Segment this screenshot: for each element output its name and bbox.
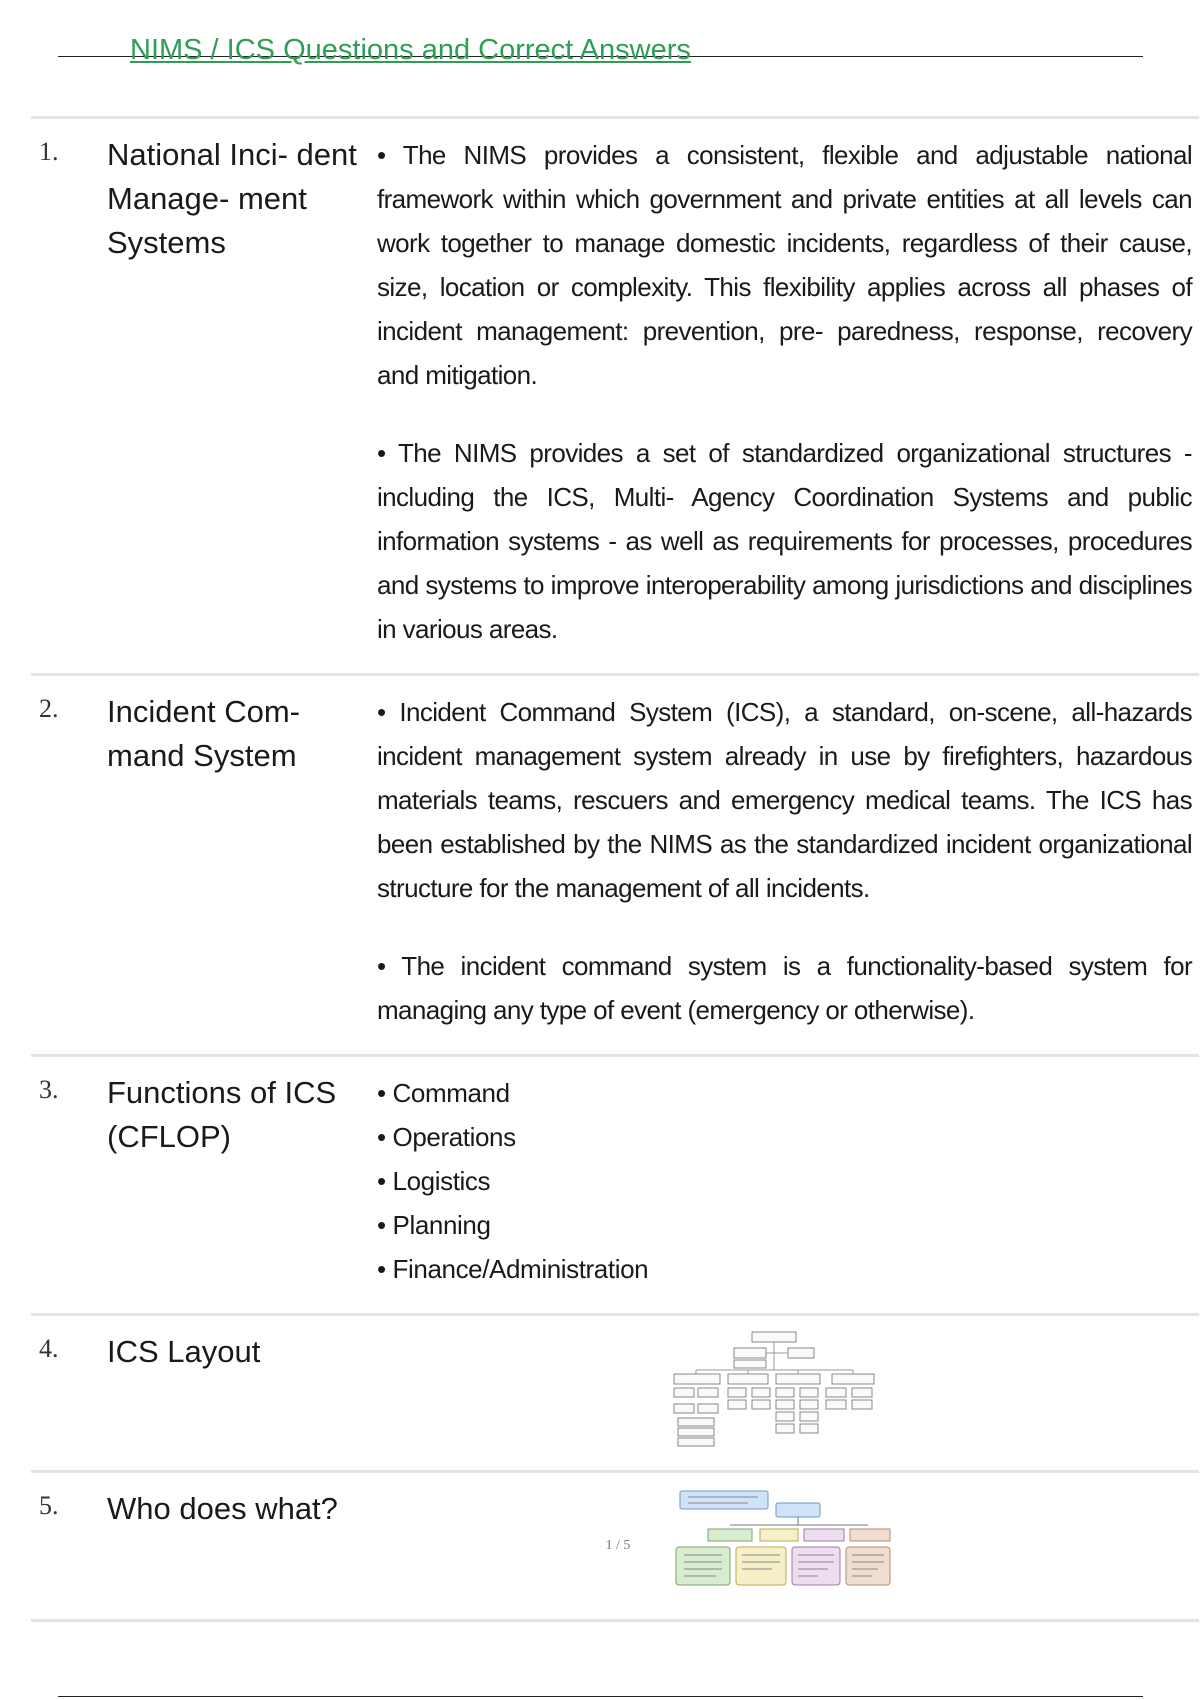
list-end-divider — [31, 1619, 1199, 1622]
flashcard — [31, 1054, 1199, 1313]
card-number: 5. — [39, 1491, 59, 1520]
list-item: • Command — [377, 1071, 1192, 1115]
card-term: Incident Com- mand System — [107, 694, 300, 773]
flashcard — [31, 116, 1199, 673]
card-term: ICS Layout — [107, 1334, 261, 1369]
definition-paragraph: • The NIMS provides a consistent, flexible and adjustable national framework within which government and private entities at all levels can work together to manage domestic incidents, regardless of their cause, size, location or complexity. This flexibility applies across all phases of incident management: prevention, pre- paredness, response, recovery and mitigation. — [377, 140, 1192, 390]
flashcard — [31, 673, 1199, 1054]
card-term: Functions of ICS (CFLOP) — [107, 1075, 337, 1154]
card-number: 1. — [39, 137, 59, 166]
card-number: 2. — [39, 694, 59, 723]
page-number: 1 / 5 — [605, 1538, 631, 1553]
definition-paragraph: • The incident command system is a functionality-based system for managing any type of event (emergency or otherwise). — [377, 951, 1192, 1025]
card-definition — [377, 1326, 1192, 1448]
list-item: • Logistics — [377, 1159, 1192, 1203]
card-definition — [377, 1067, 1192, 1291]
function-list — [377, 1071, 1192, 1291]
card-definition — [377, 129, 1192, 651]
list-item: • Operations — [377, 1115, 1192, 1159]
list-item: • Finance/Administration — [377, 1247, 1192, 1291]
definition-paragraph: • Incident Command System (ICS), a standard, on-scene, all-hazards incident management system already in use by firefighters, hazardous materials teams, rescuers and emergency medical teams. The ICS has been established by the NIMS as the standardized incident organizational structure for the management of all incidents. — [377, 697, 1192, 903]
card-term: National Inci- dent Manage- ment Systems — [107, 137, 357, 260]
list-item: • Planning — [377, 1203, 1192, 1247]
ics-layout-org-chart-image — [672, 1330, 877, 1448]
card-number: 4. — [39, 1334, 59, 1363]
flashcard — [31, 1313, 1199, 1470]
document-title: NIMS / ICS Questions and Correct Answers — [130, 34, 691, 66]
card-number: 3. — [39, 1075, 59, 1104]
footer-rule — [58, 1696, 1143, 1697]
card-definition — [377, 686, 1192, 1032]
flashcard-list — [31, 116, 1199, 1622]
card-term: Who does what? — [107, 1491, 338, 1526]
definition-paragraph: • The NIMS provides a set of standardized organizational structures - including the ICS, Multi- Agency Coordination Systems and public information systems - as well as requirements for processes, procedures and systems to improve interoperability among jurisdictions and disciplines in various areas. — [377, 438, 1192, 644]
